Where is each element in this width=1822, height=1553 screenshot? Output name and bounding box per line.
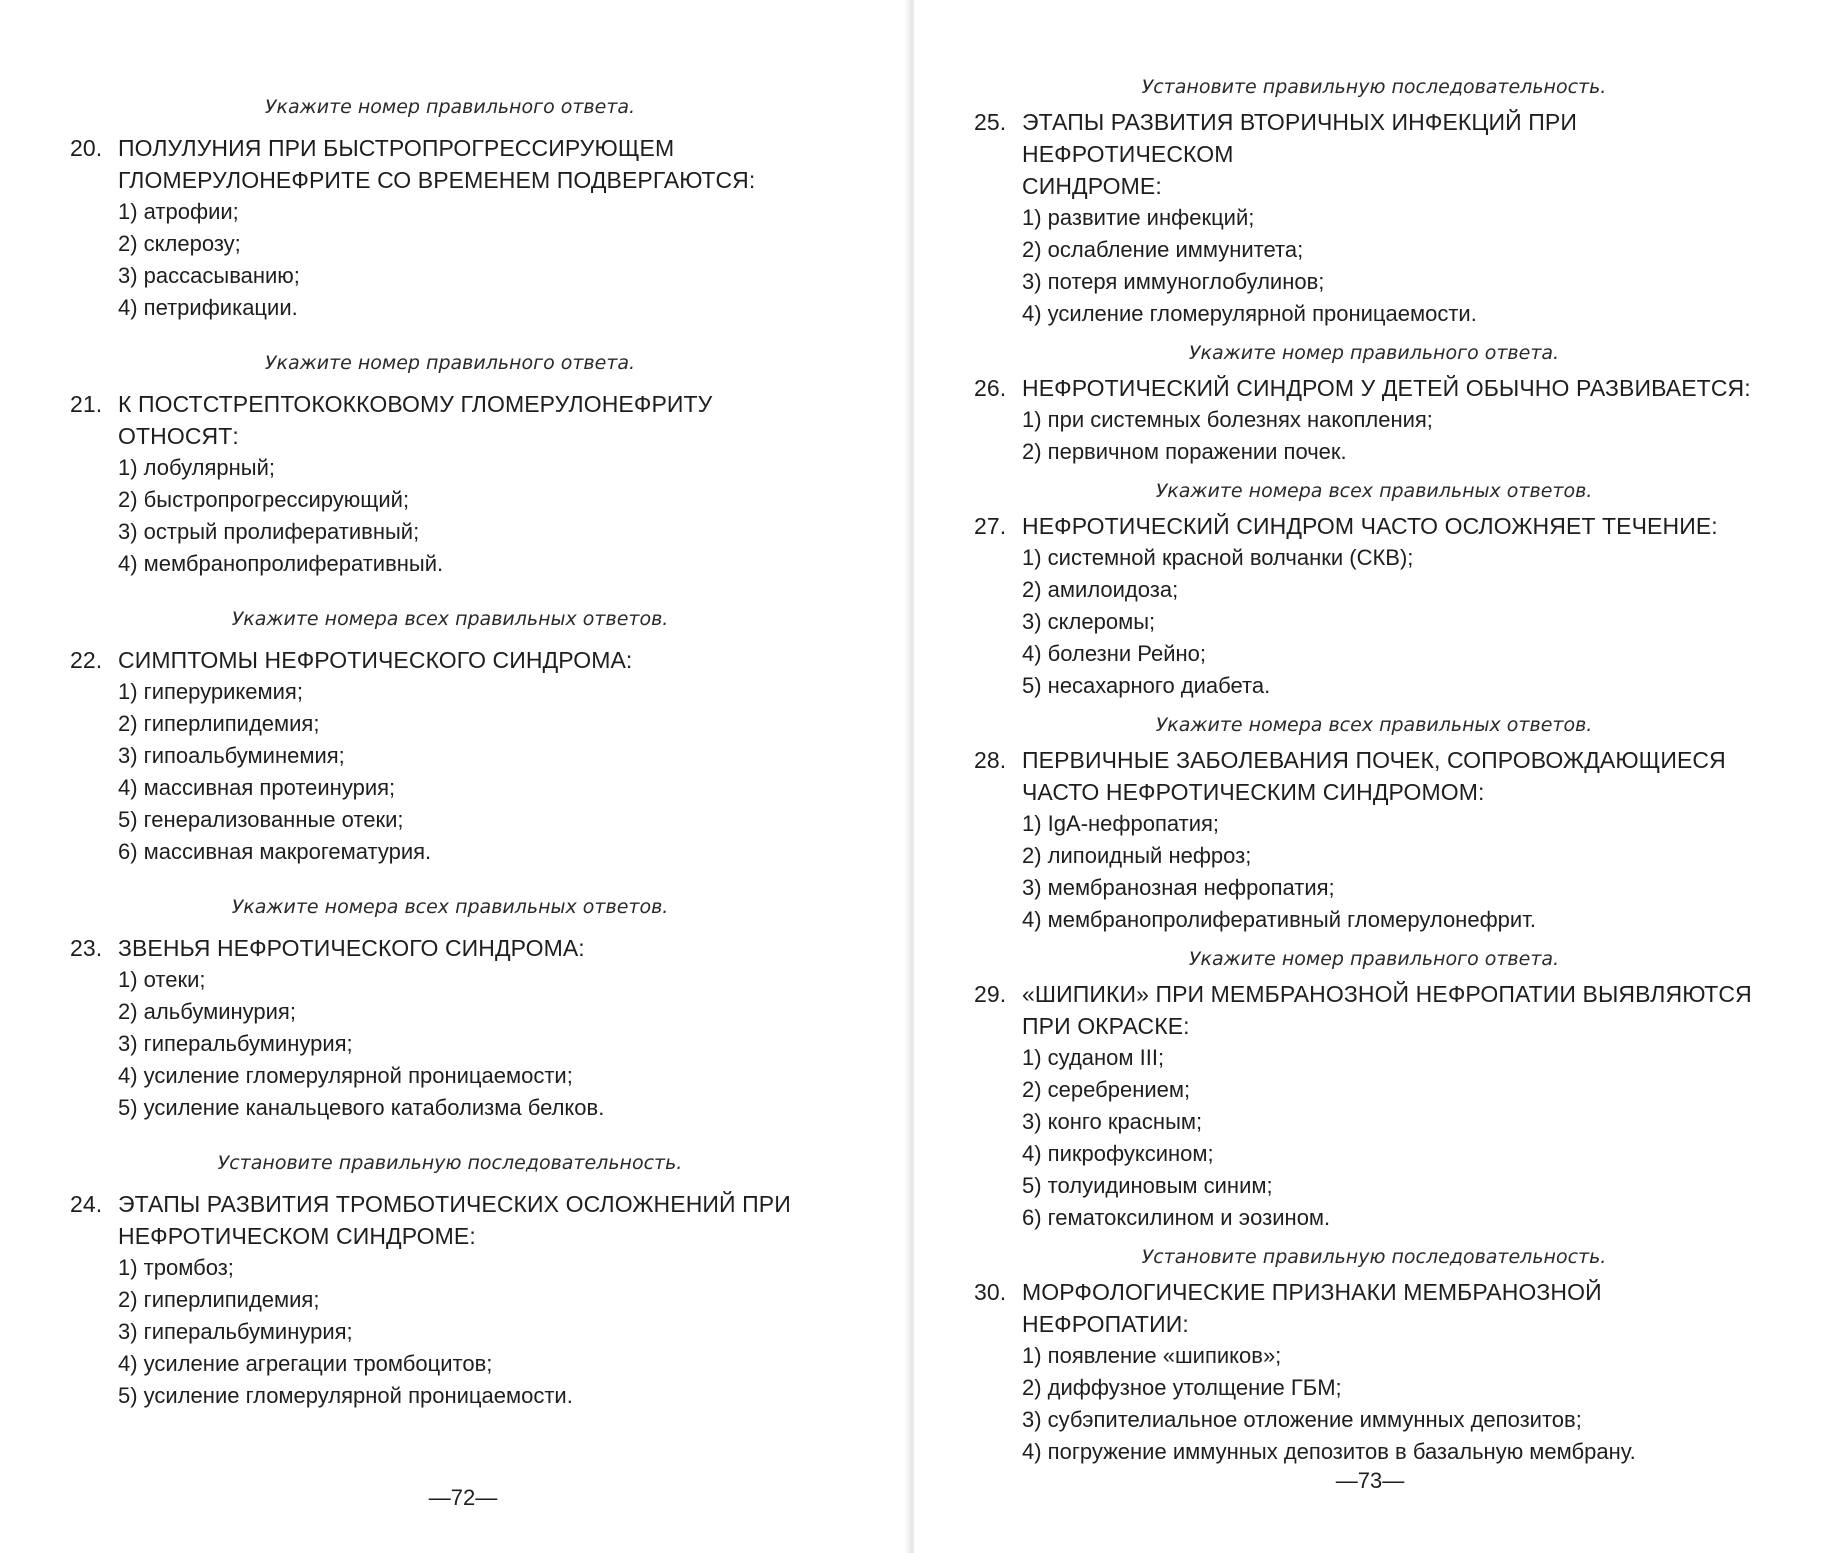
answer-option: 1) отеки; bbox=[118, 967, 206, 992]
answer-option: 4) усиление агрегации тромбоцитов; bbox=[118, 1351, 493, 1376]
question-title bbox=[974, 1276, 1774, 1340]
answer-option: 4) усиление гломерулярной проницаемости; bbox=[118, 1063, 573, 1088]
answer-option: 3) острый пролиферативный; bbox=[118, 519, 420, 544]
answer-option: 1) при системных болезнях накопления; bbox=[1022, 407, 1433, 432]
question-instruction: Укажите номера всех правильных ответов. bbox=[231, 896, 669, 918]
answer-option: 1) IgA-нефропатия; bbox=[1022, 811, 1220, 836]
question-text-line: ЭТАПЫ РАЗВИТИЯ ТРОМБОТИЧЕСКИХ ОСЛОЖНЕНИЙ ПРИ bbox=[118, 1191, 791, 1217]
question-23 bbox=[70, 932, 830, 1124]
question-text-line: ПОЛУЛУНИЯ ПРИ БЫСТРОПРОГРЕССИРУЮЩЕМ bbox=[118, 135, 675, 161]
question-text-line: СИНДРОМЕ: bbox=[1022, 173, 1162, 199]
question-number: 26. bbox=[974, 375, 1007, 401]
answer-option: 3) конго красным; bbox=[1022, 1109, 1203, 1134]
question-title bbox=[70, 1188, 830, 1252]
answer-option: 1) лобулярный; bbox=[118, 455, 275, 480]
answer-options bbox=[974, 542, 1774, 702]
answer-option: 5) генерализованные отеки; bbox=[118, 807, 404, 832]
answer-options bbox=[974, 1042, 1774, 1234]
question-text bbox=[1022, 510, 1774, 542]
question-20 bbox=[70, 132, 830, 324]
answer-option: 1) атрофии; bbox=[118, 199, 239, 224]
question-number: 23. bbox=[70, 935, 103, 961]
answer-option: 2) серебрением; bbox=[1022, 1077, 1191, 1102]
question-title bbox=[70, 388, 830, 452]
question-number: 28. bbox=[974, 747, 1007, 773]
question-25 bbox=[974, 106, 1774, 330]
answer-option: 2) альбуминурия; bbox=[118, 999, 296, 1024]
answer-option: 4) массивная протеинурия; bbox=[118, 775, 396, 800]
question-text-line: ЗВЕНЬЯ НЕФРОТИЧЕСКОГО СИНДРОМА: bbox=[118, 935, 585, 961]
question-text-line: ГЛОМЕРУЛОНЕФРИТЕ СО ВРЕМЕНЕМ ПОДВЕРГАЮТСЯ: bbox=[118, 167, 756, 193]
question-text bbox=[1022, 978, 1774, 1042]
answer-option: 5) усиление канальцевого катаболизма белков. bbox=[118, 1095, 605, 1120]
question-30 bbox=[974, 1276, 1774, 1468]
question-text bbox=[118, 644, 830, 676]
question-title bbox=[70, 644, 830, 676]
question-29 bbox=[974, 978, 1774, 1234]
answer-option: 5) толуидиновым синим; bbox=[1022, 1173, 1273, 1198]
answer-options bbox=[70, 196, 830, 324]
question-title bbox=[974, 978, 1774, 1042]
question-number: 27. bbox=[974, 513, 1007, 539]
answer-option: 3) субэпителиальное отложение иммунных депозитов; bbox=[1022, 1407, 1582, 1432]
answer-option: 3) гиперальбуминурия; bbox=[118, 1031, 353, 1056]
answer-option: 3) рассасыванию; bbox=[118, 263, 300, 288]
answer-option: 2) ослабление иммунитета; bbox=[1022, 237, 1304, 262]
answer-option: 2) гиперлипидемия; bbox=[118, 1287, 320, 1312]
answer-options bbox=[974, 202, 1774, 330]
answer-option: 3) потеря иммуноглобулинов; bbox=[1022, 269, 1325, 294]
answer-option: 5) усиление гломерулярной проницаемости. bbox=[118, 1383, 573, 1408]
question-text bbox=[118, 932, 830, 964]
answer-option: 4) усиление гломерулярной проницаемости. bbox=[1022, 301, 1477, 326]
question-number: 20. bbox=[70, 135, 103, 161]
answer-options bbox=[974, 404, 1774, 468]
question-instruction: Укажите номер правильного ответа. bbox=[1188, 342, 1560, 364]
answer-option: 4) мембранопролиферативный. bbox=[118, 551, 444, 576]
left-page bbox=[0, 0, 908, 1553]
question-title bbox=[974, 510, 1774, 542]
question-instruction: Укажите номер правильного ответа. bbox=[1188, 948, 1560, 970]
question-number: 22. bbox=[70, 647, 103, 673]
answer-options bbox=[70, 1252, 830, 1412]
question-number: 21. bbox=[70, 391, 103, 417]
page-number-right: —73— bbox=[1335, 1468, 1405, 1493]
question-title bbox=[70, 132, 830, 196]
question-title bbox=[974, 106, 1774, 202]
question-number: 30. bbox=[974, 1279, 1007, 1305]
question-instruction: Укажите номер правильного ответа. bbox=[264, 96, 636, 118]
left-page-content bbox=[70, 96, 830, 1440]
right-page-content bbox=[974, 76, 1774, 1480]
answer-option: 4) мембранопролиферативный гломерулонефрит. bbox=[1022, 907, 1536, 932]
question-instruction: Установите правильную последовательность. bbox=[1141, 76, 1607, 98]
answer-options bbox=[70, 964, 830, 1124]
answer-option: 6) гематоксилином и эозином. bbox=[1022, 1205, 1331, 1230]
question-text-line: ОТНОСЯТ: bbox=[118, 423, 239, 449]
question-text bbox=[1022, 744, 1774, 808]
question-instruction: Установите правильную последовательность. bbox=[1141, 1246, 1607, 1268]
answer-options bbox=[974, 808, 1774, 936]
question-text bbox=[1022, 372, 1774, 404]
answer-option: 2) склерозу; bbox=[118, 231, 241, 256]
question-text bbox=[1022, 106, 1774, 202]
question-number: 24. bbox=[70, 1191, 103, 1217]
question-title bbox=[974, 744, 1774, 808]
right-page bbox=[914, 0, 1822, 1553]
question-text-line: К ПОСТСТРЕПТОКОККОВОМУ ГЛОМЕРУЛОНЕФРИТУ bbox=[118, 391, 713, 417]
question-text bbox=[1022, 1276, 1774, 1340]
answer-option: 4) погружение иммунных депозитов в базальную мембрану. bbox=[1022, 1439, 1636, 1464]
question-number: 25. bbox=[974, 109, 1007, 135]
answer-option: 2) амилоидоза; bbox=[1022, 577, 1179, 602]
question-text-line: ПРИ ОКРАСКЕ: bbox=[1022, 1013, 1190, 1039]
answer-option: 2) диффузное утолщение ГБМ; bbox=[1022, 1375, 1342, 1400]
question-28 bbox=[974, 744, 1774, 936]
question-text-line: МОРФОЛОГИЧЕСКИЕ ПРИЗНАКИ МЕМБРАНОЗНОЙ НЕФРОПАТИИ: bbox=[1022, 1279, 1602, 1337]
question-27 bbox=[974, 510, 1774, 702]
answer-option: 4) болезни Рейно; bbox=[1022, 641, 1206, 666]
answer-option: 1) системной красной волчанки (СКВ); bbox=[1022, 545, 1414, 570]
question-text-line: НЕФРОТИЧЕСКИЙ СИНДРОМ ЧАСТО ОСЛОЖНЯЕТ ТЕЧЕНИЕ: bbox=[1022, 513, 1718, 539]
answer-option: 1) гиперурикемия; bbox=[118, 679, 303, 704]
answer-option: 1) появление «шипиков»; bbox=[1022, 1343, 1282, 1368]
answer-option: 6) массивная макрогематурия. bbox=[118, 839, 432, 864]
question-21 bbox=[70, 388, 830, 580]
question-instruction: Установите правильную последовательность. bbox=[217, 1152, 683, 1174]
question-instruction: Укажите номера всех правильных ответов. bbox=[1155, 714, 1593, 736]
question-text-line: ЧАСТО НЕФРОТИЧЕСКИМ СИНДРОМОМ: bbox=[1022, 779, 1485, 805]
answer-option: 2) первичном поражении почек. bbox=[1022, 439, 1347, 464]
answer-options bbox=[974, 1340, 1774, 1468]
question-22 bbox=[70, 644, 830, 868]
question-26 bbox=[974, 372, 1774, 468]
answer-option: 3) гипоальбуминемия; bbox=[118, 743, 345, 768]
answer-option: 1) тромбоз; bbox=[118, 1255, 234, 1280]
answer-option: 1) суданом III; bbox=[1022, 1045, 1165, 1070]
answer-options bbox=[70, 676, 830, 868]
question-text bbox=[118, 132, 830, 196]
question-instruction: Укажите номер правильного ответа. bbox=[264, 352, 636, 374]
answer-option: 3) гиперальбуминурия; bbox=[118, 1319, 353, 1344]
answer-option: 5) несахарного диабета. bbox=[1022, 673, 1271, 698]
question-title bbox=[70, 932, 830, 964]
question-text bbox=[118, 1188, 830, 1252]
answer-option: 2) липоидный нефроз; bbox=[1022, 843, 1252, 868]
question-text-line: ЭТАПЫ РАЗВИТИЯ ВТОРИЧНЫХ ИНФЕКЦИЙ ПРИ НЕФРОТИЧЕСКОМ bbox=[1022, 109, 1577, 167]
question-title bbox=[974, 372, 1774, 404]
question-text-line: «ШИПИКИ» ПРИ МЕМБРАНОЗНОЙ НЕФРОПАТИИ ВЫЯВЛЯЮТСЯ bbox=[1022, 981, 1752, 1007]
question-text-line: НЕФРОТИЧЕСКИЙ СИНДРОМ У ДЕТЕЙ ОБЫЧНО РАЗВИВАЕТСЯ: bbox=[1022, 375, 1751, 401]
answer-option: 1) развитие инфекций; bbox=[1022, 205, 1255, 230]
answer-option: 3) мембранозная нефропатия; bbox=[1022, 875, 1335, 900]
question-instruction: Укажите номера всех правильных ответов. bbox=[1155, 480, 1593, 502]
question-24 bbox=[70, 1188, 830, 1412]
answer-option: 4) петрификации. bbox=[118, 295, 298, 320]
question-text-line: ПЕРВИЧНЫЕ ЗАБОЛЕВАНИЯ ПОЧЕК, СОПРОВОЖДАЮЩИЕСЯ bbox=[1022, 747, 1726, 773]
question-text-line: НЕФРОТИЧЕСКОМ СИНДРОМЕ: bbox=[118, 1223, 476, 1249]
question-text-line: СИМПТОМЫ НЕФРОТИЧЕСКОГО СИНДРОМА: bbox=[118, 647, 633, 673]
answer-option: 3) склеромы; bbox=[1022, 609, 1156, 634]
answer-options bbox=[70, 452, 830, 580]
question-text bbox=[118, 388, 830, 452]
page-number-left: —72— bbox=[428, 1485, 498, 1510]
answer-option: 4) пикрофуксином; bbox=[1022, 1141, 1214, 1166]
answer-option: 2) быстропрогрессирующий; bbox=[118, 487, 410, 512]
question-instruction: Укажите номера всех правильных ответов. bbox=[231, 608, 669, 630]
answer-option: 2) гиперлипидемия; bbox=[118, 711, 320, 736]
question-number: 29. bbox=[974, 981, 1007, 1007]
